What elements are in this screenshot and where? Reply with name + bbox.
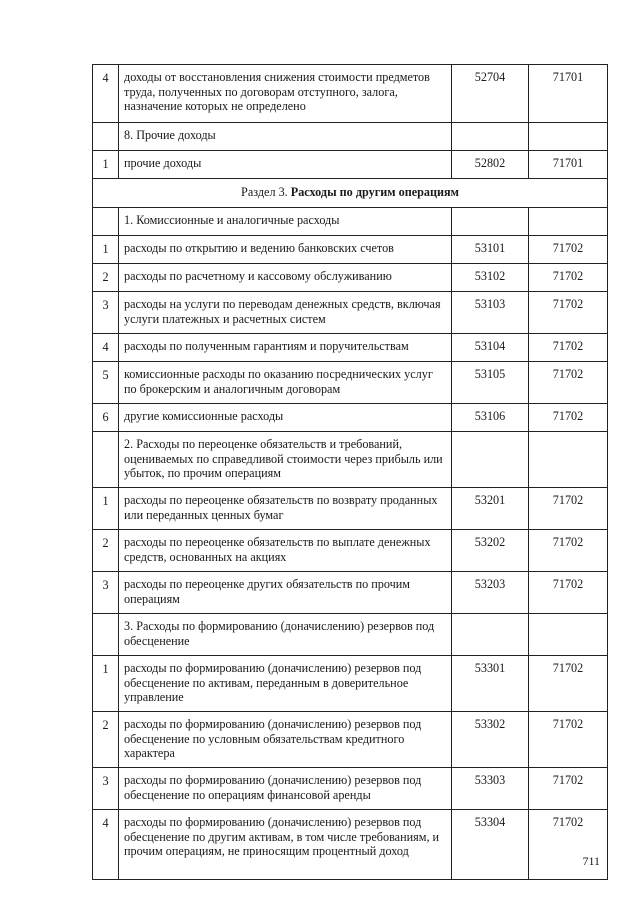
row-description: расходы по переоценке других обязательств по прочим операциям xyxy=(119,572,452,614)
table-row xyxy=(93,292,608,334)
account-number xyxy=(452,123,529,151)
account-number: 53101 xyxy=(452,236,529,264)
table-row xyxy=(93,810,608,880)
account-number: 52802 xyxy=(452,151,529,179)
symbol-code: 71702 xyxy=(529,292,608,334)
row-description: расходы по формированию (доначислению) резервов под обесценение по операциям финансовой аренды xyxy=(119,768,452,810)
row-description: расходы на услуги по переводам денежных средств, включая услуги платежных и расчетных систем xyxy=(119,292,452,334)
accounts-table xyxy=(92,64,608,880)
row-description: расходы по открытию и ведению банковских счетов xyxy=(119,236,452,264)
table-row xyxy=(93,208,608,236)
row-description: расходы по переоценке обязательств по возврату проданных или переданных ценных бумаг xyxy=(119,488,452,530)
symbol-code xyxy=(529,432,608,488)
row-description: доходы от восстановления снижения стоимости предметов труда, полученных по договорам отступного, залога, назначение которых не определено xyxy=(119,65,452,123)
symbol-code: 71702 xyxy=(529,488,608,530)
row-description: 8. Прочие доходы xyxy=(119,123,452,151)
row-number: 4 xyxy=(93,810,119,880)
account-number: 52704 xyxy=(452,65,529,123)
account-number: 53106 xyxy=(452,404,529,432)
row-description: расходы по формированию (доначислению) резервов под обесценение по активам, переданным в доверительное управление xyxy=(119,656,452,712)
table-row xyxy=(93,488,608,530)
table-row xyxy=(93,572,608,614)
row-number: 1 xyxy=(93,656,119,712)
table-row xyxy=(93,334,608,362)
symbol-code: 71701 xyxy=(529,65,608,123)
table-row xyxy=(93,530,608,572)
symbol-code: 71702 xyxy=(529,362,608,404)
table-row xyxy=(93,404,608,432)
row-number: 3 xyxy=(93,768,119,810)
row-number: 4 xyxy=(93,65,119,123)
row-number: 2 xyxy=(93,530,119,572)
section-header-body xyxy=(93,179,608,208)
table-row xyxy=(93,65,608,123)
table-row xyxy=(93,362,608,404)
row-description: 2. Расходы по переоценке обязательств и требований, оцениваемых по справедливой стоимости через прибыль или убыток, по прочим операциям xyxy=(119,432,452,488)
table-row xyxy=(93,432,608,488)
row-number: 1 xyxy=(93,488,119,530)
symbol-code xyxy=(529,208,608,236)
symbol-code: 71701 xyxy=(529,151,608,179)
row-number: 4 xyxy=(93,334,119,362)
account-number: 53103 xyxy=(452,292,529,334)
row-description: другие комиссионные расходы xyxy=(119,404,452,432)
row-description: 1. Комиссионные и аналогичные расходы xyxy=(119,208,452,236)
row-description: прочие доходы xyxy=(119,151,452,179)
account-number: 53203 xyxy=(452,572,529,614)
symbol-code: 71702 xyxy=(529,404,608,432)
row-number: 6 xyxy=(93,404,119,432)
row-description: расходы по расчетному и кассовому обслуживанию xyxy=(119,264,452,292)
symbol-code xyxy=(529,614,608,656)
row-number: 2 xyxy=(93,712,119,768)
account-number xyxy=(452,208,529,236)
row-number xyxy=(93,614,119,656)
account-number: 53102 xyxy=(452,264,529,292)
table-row xyxy=(93,656,608,712)
symbol-code xyxy=(529,123,608,151)
table-row xyxy=(93,236,608,264)
table-row xyxy=(93,712,608,768)
section-header-cell xyxy=(93,179,608,208)
section-prefix: Раздел 3. xyxy=(241,185,291,199)
row-number: 3 xyxy=(93,292,119,334)
symbol-code: 71702 xyxy=(529,530,608,572)
section-title: Расходы по другим операциям xyxy=(290,185,459,199)
account-number: 53105 xyxy=(452,362,529,404)
account-number: 53202 xyxy=(452,530,529,572)
account-number xyxy=(452,432,529,488)
section-header-row xyxy=(93,179,608,208)
row-description: 3. Расходы по формированию (доначислению) резервов под обесценение xyxy=(119,614,452,656)
row-description: расходы по полученным гарантиям и поручительствам xyxy=(119,334,452,362)
symbol-code: 71702 xyxy=(529,236,608,264)
row-number xyxy=(93,432,119,488)
row-description: расходы по формированию (доначислению) резервов под обесценение по другим активам, в том числе требованиям, и прочим операциям, не приносящим процентный доход xyxy=(119,810,452,880)
account-number: 53104 xyxy=(452,334,529,362)
row-description: расходы по переоценке обязательств по выплате денежных средств, основанных на акциях xyxy=(119,530,452,572)
row-number xyxy=(93,208,119,236)
account-number: 53304 xyxy=(452,810,529,880)
table-row xyxy=(93,151,608,179)
row-number: 5 xyxy=(93,362,119,404)
symbol-code: 71702 xyxy=(529,768,608,810)
row-number xyxy=(93,123,119,151)
table-body-before xyxy=(93,65,608,179)
account-number: 53303 xyxy=(452,768,529,810)
page-number: 711 xyxy=(582,854,600,868)
row-number: 2 xyxy=(93,264,119,292)
table-body-after xyxy=(93,208,608,880)
account-number: 53201 xyxy=(452,488,529,530)
row-description: расходы по формированию (доначислению) резервов под обесценение по условным обязательствам кредитного характера xyxy=(119,712,452,768)
table-row xyxy=(93,614,608,656)
row-description: комиссионные расходы по оказанию посреднических услуг по брокерским и аналогичным договорам xyxy=(119,362,452,404)
symbol-code: 71702 xyxy=(529,656,608,712)
account-number: 53302 xyxy=(452,712,529,768)
symbol-code: 71702 xyxy=(529,712,608,768)
table-row xyxy=(93,123,608,151)
row-number: 3 xyxy=(93,572,119,614)
row-number: 1 xyxy=(93,151,119,179)
symbol-code: 71702 xyxy=(529,264,608,292)
row-number: 1 xyxy=(93,236,119,264)
symbol-code: 71702 xyxy=(529,810,608,880)
account-number: 53301 xyxy=(452,656,529,712)
symbol-code: 71702 xyxy=(529,334,608,362)
account-number xyxy=(452,614,529,656)
symbol-code: 71702 xyxy=(529,572,608,614)
table-row xyxy=(93,768,608,810)
table-row xyxy=(93,264,608,292)
